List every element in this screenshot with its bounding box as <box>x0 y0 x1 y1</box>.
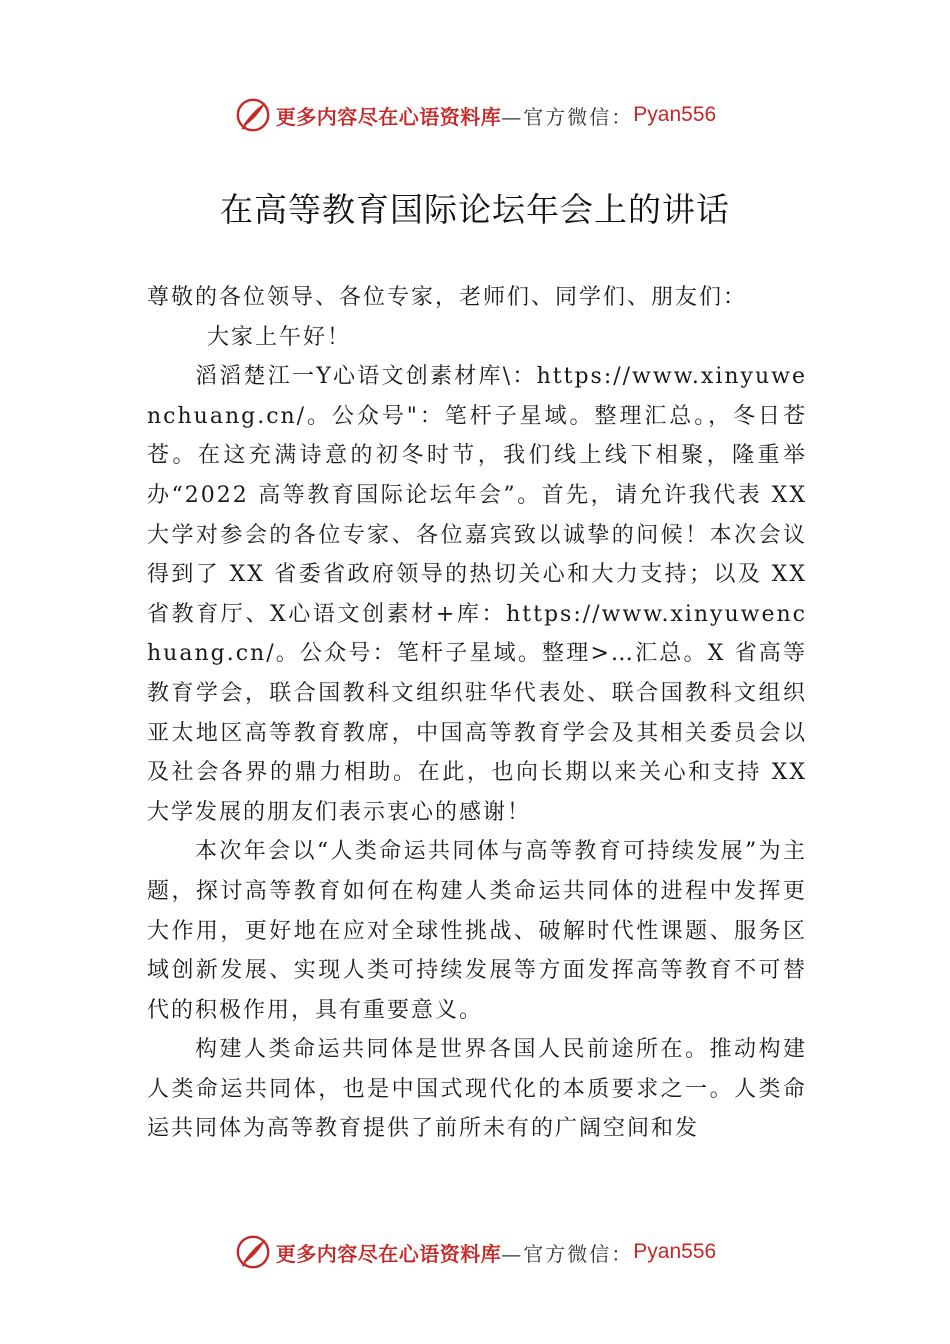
quill-logo-icon <box>234 1233 272 1271</box>
banner-main-text: 更多内容尽在心语资料库 <box>275 104 502 129</box>
banner-sub-text: —官方微信： <box>501 1241 634 1266</box>
header-banner <box>0 95 950 135</box>
banner-sub-text: —官方微信： <box>501 104 634 129</box>
footer-banner <box>0 1232 950 1272</box>
banner-wechat-id: Pyan556 <box>633 103 717 126</box>
document-title: 在高等教育国际论坛年会上的讲话 <box>220 190 730 229</box>
paragraph-1: 滔滔楚江一Y心语文创素材库\：https://www.xinyuwenchuang.cn/。公众号"：笔杆子星域。整理汇总。，冬日苍苍。在这充满诗意的初冬时节，我们线上线下相聚，隆重举办“2022 高等教育国际论坛年会”。首先，请允许我代表 XX 大学对参会的各位专家、各位嘉宾致以诚挚的问候！本次会议得到了 XX 省委省政府领导的热切关心和大力支持；以及 XX 省教育厅、X心语文创素材+库：https://www.xinyuwenchuang.cn/。公众号：笔杆子星域。整理>…汇总。X 省高等教育学会，联合国教科文组织驻华代表处、联合国教科文组织亚太地区高等教育教席，中国高等教育学会及其相关委员会以及社会各界的鼎力相助。在此，也向长期以来关心和支持 XX 大学发展的朋友们表示衷心的感谢！ <box>147 364 807 825</box>
salutation: 尊敬的各位领导、各位专家，老师们、同学们、朋友们： <box>147 285 748 310</box>
paragraph-2: 本次年会以“人类命运共同体与高等教育可持续发展”为主题，探讨高等教育如何在构建人类命运共同体的进程中发挥更大作用，更好地在应对全球性挑战、破解时代性课题、服务区域创新发展、实现人类可持续发展等方面发挥高等教育不可替代的积极作用，具有重要意义。 <box>147 839 807 1023</box>
quill-logo-icon <box>234 96 272 134</box>
banner-main-text: 更多内容尽在心语资料库 <box>275 1241 502 1266</box>
opening-greeting: 大家上午好！ <box>207 324 352 350</box>
banner-wechat-id: Pyan556 <box>633 1240 717 1263</box>
paragraph-3: 构建人类命运共同体是世界各国人民前途所在。推动构建人类命运共同体，也是中国式现代化的本质要求之一。人类命运共同体为高等教育提供了前所未有的广阔空间和发 <box>147 1037 807 1142</box>
document-body <box>147 278 807 1149</box>
